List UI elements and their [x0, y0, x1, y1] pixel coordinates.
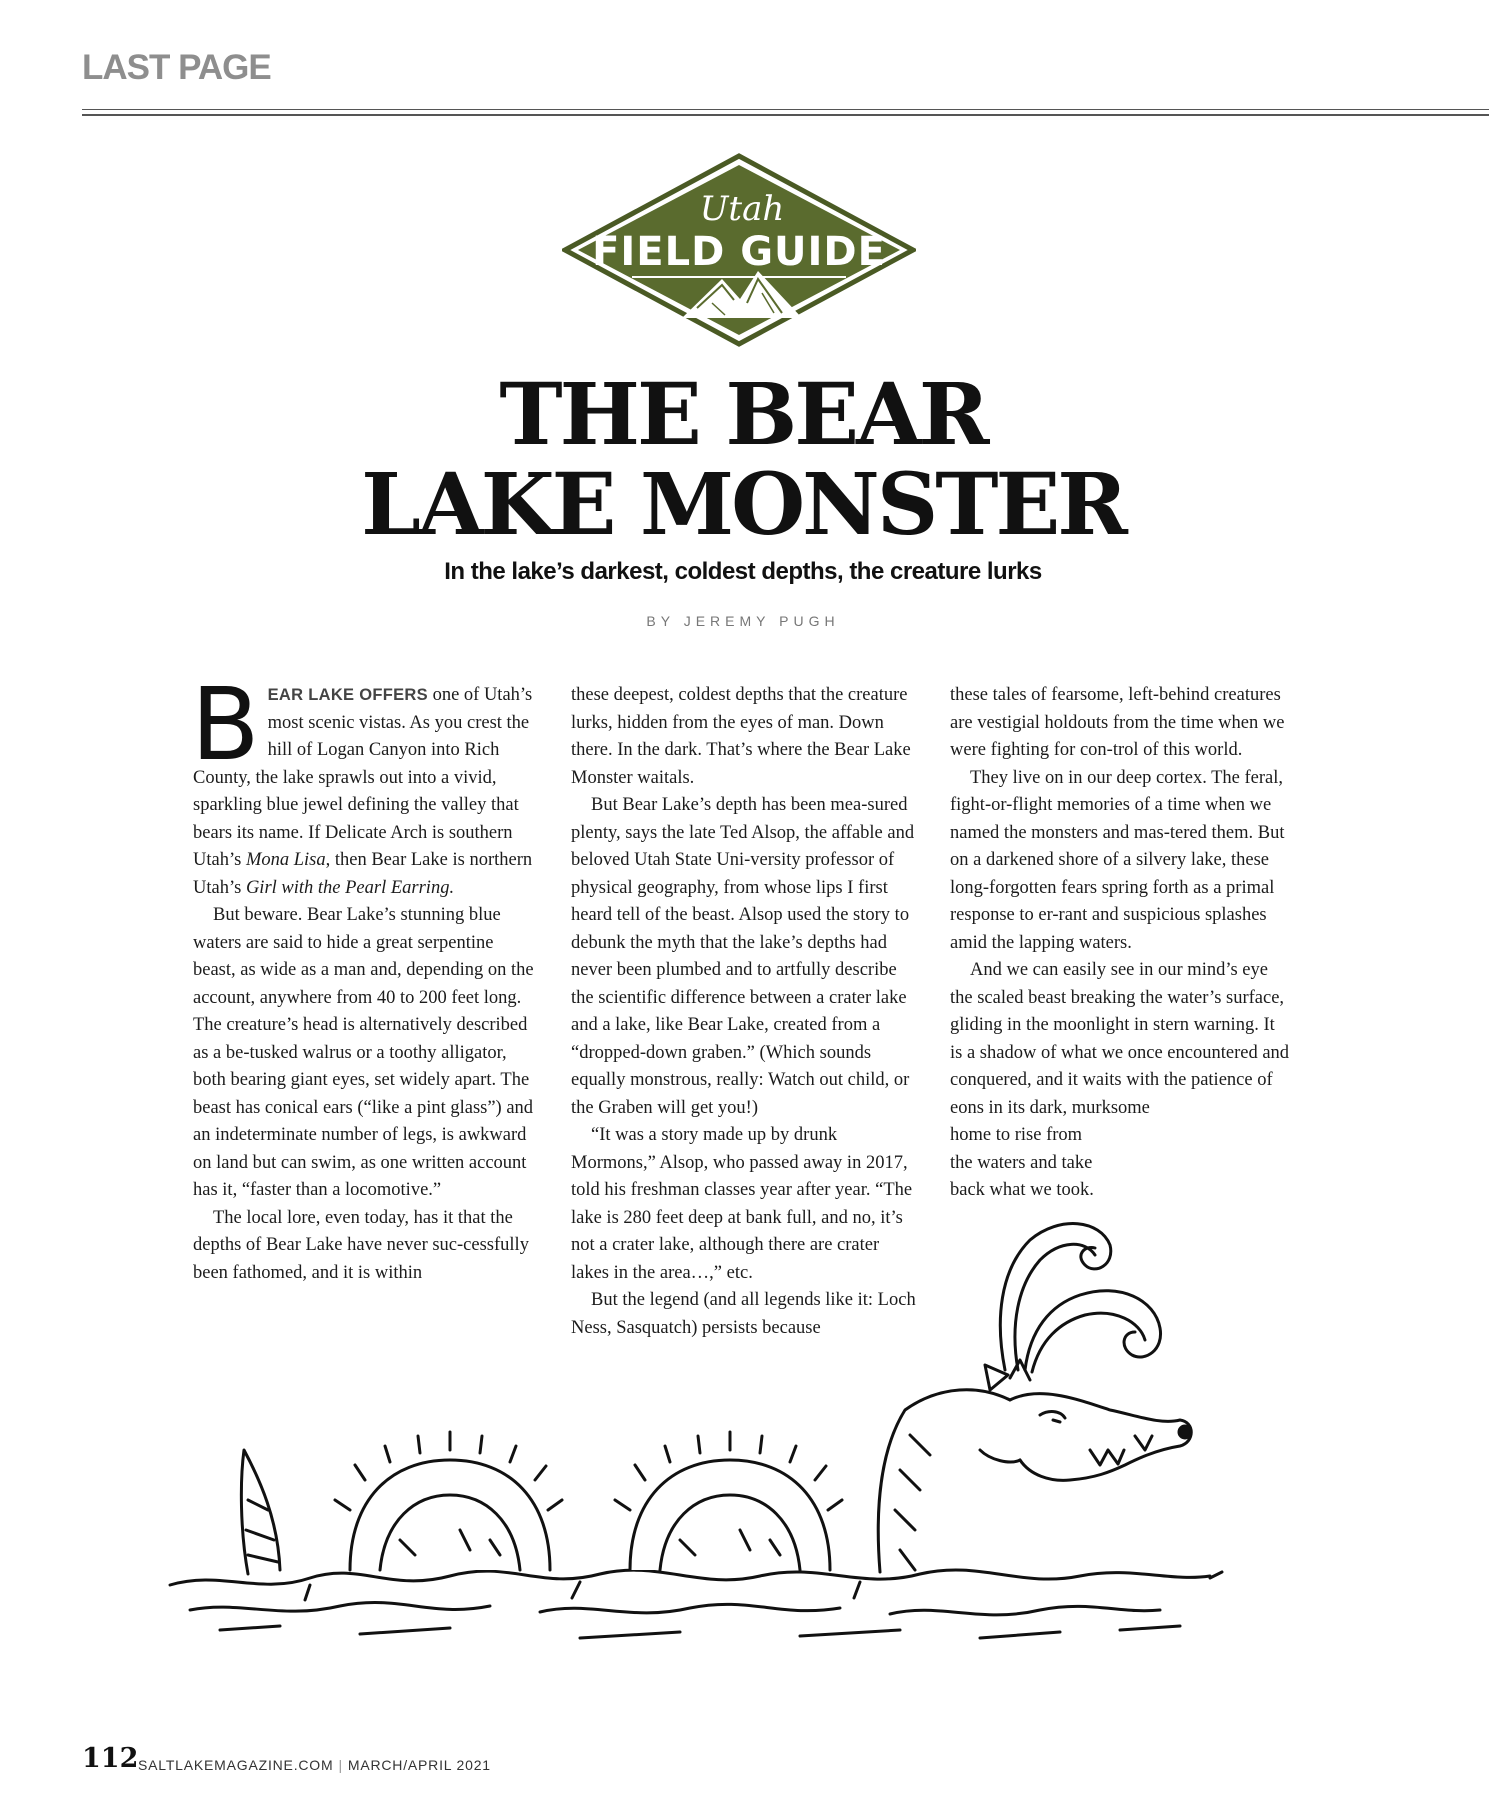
- paragraph: But the legend (and all legends like it: Loch Ness, Sasquatch) persists because: [571, 1290, 916, 1338]
- field-guide-badge: [562, 153, 916, 347]
- paragraph: But beware. Bear Lake’s stunning blue waters are said to hide a great serpentine beast, as wide as a man and, depending on the account, anywhere from 40 to 200 feet long. The creature’s head is alternatively described as a be-tusked walrus or a toothy alligator, both bearing giant eyes, set widely apart. The beast has conical ears (“like a pint glass”) and an indeterminate number of legs, is awkward on land but can swim, as one written account has it, “faster than a locomotive.”: [193, 905, 534, 1200]
- lead-in: EAR LAKE OFFERS: [267, 686, 428, 704]
- paragraph-tail: home to rise from the waters and take back what we took.: [950, 1125, 1094, 1200]
- sea-monster-illustration: [160, 1210, 1300, 1650]
- headline-line-2: LAKE MONSTER: [361, 455, 1125, 555]
- header-rule-double: [82, 114, 1489, 116]
- paragraph: these deepest, coldest depths that the creature lurks, hidden from the eyes of man. Down there. In the dark. That’s where the Bear Lake Monster waitals.: [571, 685, 911, 788]
- article-column-1: [191, 666, 539, 1287]
- paragraph: And we can easily see in our mind’s eye the scaled beast breaking the water’s surface, gliding in the moonlight in stern warning. It is a shadow of what we once encountered and conquered, and it waits with the patience of eons in its dark, murksome: [950, 960, 1290, 1118]
- footer-issue: MARCH/APRIL 2021: [347, 1757, 491, 1773]
- header-rule: [82, 109, 1489, 110]
- article-column-3: [950, 682, 1290, 1205]
- paragraph: They live on in our deep cortex. The feral, fight-or-flight memories of a time when we named the monsters and mas-tered them. But on a darkened shore of a silvery lake, these long-forgotten fears spring forth as a primal response to er-rant and suspicious splashes amid the lapping waters.: [950, 767, 1285, 953]
- footer-site: SALTLAKEMAGAZINE.COM: [138, 1757, 334, 1773]
- paragraph: “It was a story made up by drunk Mormons,” Alsop, who passed away in 2017, told his freshman classes year after year. “The lake is 280 feet deep at bank full, and no, it’s not a crater lake, although there are crater lakes in the area…,” etc.: [571, 1125, 913, 1283]
- article-deck: In the lake’s darkest, coldest depths, the creature lurks: [444, 558, 1042, 585]
- paragraph: But Bear Lake’s depth has been mea-sured plenty, says the late Ted Alsop, the affable and beloved Utah State Uni-versity professor of physical geography, from whose lips I first heard tell of the beast. Alsop used the story to debunk the myth that the lake’s depths had never been plumbed and to artfully describe the scientific difference between a crater lake and a lake, like Bear Lake, created from a “dropped-down graben.” (Which sounds equally monstrous, really: Watch out child, or the Graben will get you!): [571, 795, 915, 1118]
- section-label: LAST PAGE: [82, 48, 271, 87]
- footer-separator: |: [338, 1757, 343, 1773]
- paragraph: these tales of fearsome, left-behind creatures are vestigial holdouts from the time when we were fighting for con-trol of this world.: [950, 685, 1285, 760]
- article-headline: [250, 365, 1236, 555]
- badge-title-text: FIELD GUIDE: [592, 229, 886, 275]
- footer-meta: [138, 1757, 491, 1773]
- drop-cap: B: [191, 666, 260, 783]
- paragraph: The local lore, even today, has it that the depths of Bear Lake have never suc-cessfully been fathomed, and it is within: [193, 1207, 529, 1283]
- paragraph: BEAR LAKE OFFERS one of Utah’s most scenic vistas. As you crest the hill of Logan Canyon into Rich County, the lake sprawls out into a vivid, sparkling blue jewel defining the valley that bears its name. If Delicate Arch is southern Utah’s Mona Lisa, then Bear Lake is northern Utah’s Girl with the Pearl Earring.: [191, 666, 533, 898]
- article-byline: BY JEREMY PUGH: [646, 613, 840, 629]
- headline-line-1: THE BEAR: [499, 365, 987, 465]
- badge-script-text: Utah: [699, 189, 785, 229]
- page-number: 112: [82, 1743, 139, 1774]
